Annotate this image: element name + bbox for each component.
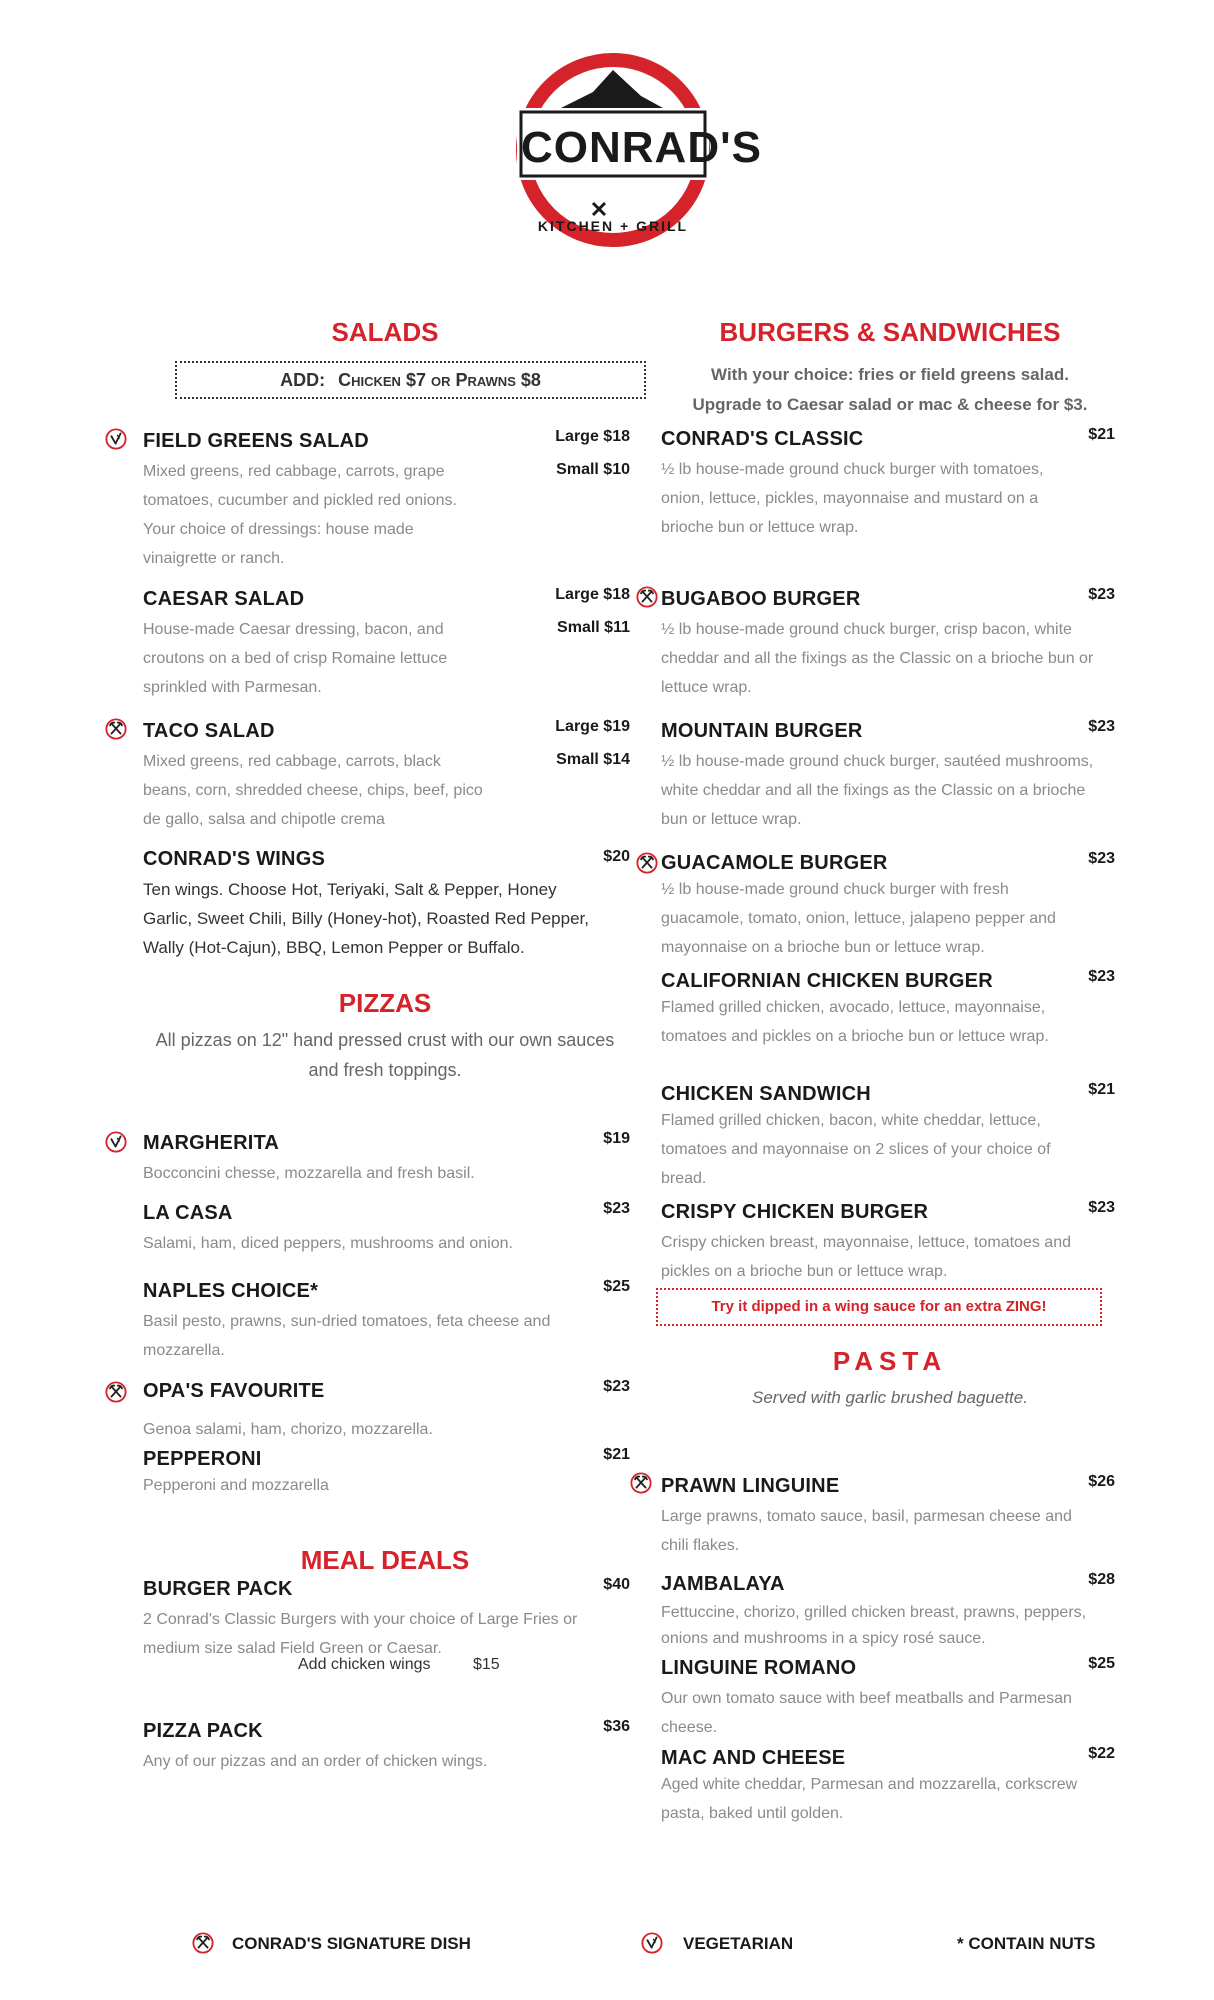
item-description: Mixed greens, red cabbage, carrots, black beans, corn, shredded cheese, chips, beef, pico de gallo, salsa and chipotle crema: [143, 753, 483, 828]
item-name: LA CASA: [143, 1202, 233, 1224]
zing-callout: Try it dipped in a wing sauce for an extra ZING!: [656, 1288, 1102, 1326]
salads-title: SALADS: [331, 317, 439, 347]
item-name: PRAWN LINGUINE: [661, 1475, 840, 1497]
list-item: [661, 852, 1131, 962]
item-price: $23: [1088, 1199, 1115, 1216]
item-name: TACO SALAD: [143, 720, 275, 742]
item-description: Crispy chicken breast, mayonnaise, lettuce, tomatoes and pickles on a brioche bun or lettuce wrap.: [661, 1234, 1071, 1280]
item-name: PEPPERONI: [143, 1448, 262, 1470]
add-wings-label: Add chicken wings: [298, 1656, 431, 1673]
item-price: $21: [1088, 1081, 1115, 1098]
signature-dish-icon: [105, 718, 127, 740]
legend-nuts: * CONTAIN NUTS: [957, 1934, 1096, 1953]
item-description: Fettuccine, chorizo, grilled chicken breast, prawns, peppers, onions and mushrooms in a spicy rosé sauce.: [661, 1604, 1087, 1647]
item-name: CONRAD'S WINGS: [143, 848, 325, 870]
burgers-title: BURGERS & SANDWICHES: [719, 317, 1061, 347]
item-price: $23: [603, 1200, 630, 1217]
item-description: ½ lb house-made ground chuck burger, sautéed mushrooms, white cheddar and all the fixings as the Classic on a brioche bun or lettuce wrap.: [661, 753, 1094, 828]
item-name: PIZZA PACK: [143, 1720, 263, 1742]
item-name: FIELD GREENS SALAD: [143, 430, 369, 452]
logo-tagline: KITCHEN + GRILL: [537, 218, 689, 234]
item-description: Our own tomato sauce with beef meatballs and Parmesan cheese.: [661, 1690, 1072, 1736]
item-description: Mixed greens, red cabbage, carrots, grape tomatoes, cucumber and pickled red onions. Your choice of dressings: house made vinaigrette or ranch.: [143, 463, 457, 567]
signature-dish-icon: [630, 1472, 652, 1494]
pizzas-title: PIZZAS: [338, 988, 432, 1018]
list-item: [143, 1202, 583, 1258]
list-item: [143, 1380, 583, 1444]
salads-add-text: Chicken $7 or Prawns $8: [338, 370, 541, 390]
item-description: Flamed grilled chicken, avocado, lettuce, mayonnaise, tomatoes and pickles on a brioche bun or lettuce wrap.: [661, 999, 1049, 1045]
item-description: Aged white cheddar, Parmesan and mozzarella, corkscrew pasta, baked until golden.: [661, 1776, 1078, 1822]
list-item: [661, 1083, 1131, 1193]
item-name: CAESAR SALAD: [143, 588, 305, 610]
item-description: House-made Caesar dressing, bacon, and croutons on a bed of crisp Romaine lettuce sprinkled with Parmesan.: [143, 621, 448, 696]
item-name: BUGABOO BURGER: [661, 588, 861, 610]
item-name: MAC AND CHEESE: [661, 1747, 846, 1769]
signature-dish-icon: [636, 852, 658, 874]
item-price: $25: [1088, 1655, 1115, 1672]
vegetarian-icon: [105, 428, 127, 450]
item-description: Bocconcini chesse, mozzarella and fresh basil.: [143, 1165, 475, 1182]
item-name: LINGUINE ROMANO: [661, 1657, 857, 1679]
item-description: ½ lb house-made ground chuck burger with tomatoes, onion, lettuce, pickles, mayonnaise and mustard on a brioche bun or lettuce wrap.: [661, 461, 1044, 536]
add-wings-price: $15: [473, 1656, 500, 1673]
item-price: $40: [603, 1576, 630, 1593]
item-price: $25: [603, 1278, 630, 1295]
price-large: Large $19: [555, 718, 630, 735]
item-description: Basil pesto, prawns, sun-dried tomatoes, feta cheese and mozzarella.: [143, 1313, 551, 1359]
burgers-note: With your choice: fries or field greens salad. Upgrade to Caesar salad or mac & cheese for $3.: [692, 365, 1088, 414]
item-description: Any of our pizzas and an order of chicken wings.: [143, 1753, 488, 1770]
meal-deals-title: MEAL DEALS: [300, 1545, 470, 1575]
list-item: [661, 720, 1131, 834]
price-small: Small $10: [556, 461, 630, 478]
item-price: $20: [603, 848, 630, 865]
item-price: $21: [1088, 426, 1115, 443]
item-name: CHICKEN SANDWICH: [661, 1083, 871, 1105]
price-small: Small $11: [557, 619, 630, 636]
legend-vegetarian: VEGETARIAN: [683, 1934, 794, 1953]
price-small: Small $14: [556, 751, 630, 768]
legend-signature: CONRAD'S SIGNATURE DISH: [232, 1934, 471, 1953]
item-price: $23: [1088, 586, 1115, 603]
signature-dish-icon: [192, 1932, 214, 1954]
item-description: Large prawns, tomato sauce, basil, parmesan cheese and chili flakes.: [661, 1508, 1072, 1554]
item-name: JAMBALAYA: [661, 1573, 785, 1595]
item-name: OPA'S FAVOURITE: [143, 1380, 325, 1402]
price-large: Large $18: [555, 586, 630, 603]
item-description: Pepperoni and mozzarella: [143, 1477, 329, 1494]
item-price: $23: [1088, 718, 1115, 735]
item-description: Salami, ham, diced peppers, mushrooms and onion.: [143, 1235, 513, 1252]
list-item: [143, 1448, 583, 1500]
list-item: [143, 1132, 583, 1188]
item-name: NAPLES CHOICE*: [143, 1280, 319, 1302]
item-description: Genoa salami, ham, chorizo, mozzarella.: [143, 1421, 433, 1438]
item-price: $26: [1088, 1473, 1115, 1490]
item-price: $21: [603, 1446, 630, 1463]
item-name: BURGER PACK: [143, 1578, 293, 1600]
item-description: ½ lb house-made ground chuck burger with fresh guacamole, tomato, onion, lettuce, jalapeno pepper and mayonnaise on a brioche bun or lettuce wrap.: [661, 881, 1056, 956]
item-price: $36: [603, 1718, 630, 1735]
item-description: Ten wings. Choose Hot, Teriyaki, Salt & Pepper, Honey Garlic, Sweet Chili, Billy (Honey-hot), Roasted Red Pepper, Wally (Hot-Cajun), BBQ, Lemon Pepper or Buffalo.: [143, 880, 589, 957]
item-name: CRISPY CHICKEN BURGER: [661, 1201, 929, 1223]
pasta-title: PASTA: [832, 1346, 948, 1376]
signature-dish-icon: [636, 586, 658, 608]
item-name: MOUNTAIN BURGER: [661, 720, 863, 742]
logo-brand: CONRAD'S: [521, 123, 762, 172]
item-price: $23: [603, 1378, 630, 1395]
item-description: 2 Conrad's Classic Burgers with your choice of Large Fries or medium size salad Field Green or Caesar.: [143, 1611, 578, 1657]
list-item: [143, 720, 573, 834]
item-name: CALIFORNIAN CHICKEN BURGER: [661, 970, 993, 992]
item-name: MARGHERITA: [143, 1132, 280, 1154]
list-item: [143, 1280, 603, 1365]
signature-dish-icon: [105, 1381, 127, 1403]
item-name: CONRAD'S CLASSIC: [661, 428, 864, 450]
salads-add-box: [175, 361, 646, 399]
vegetarian-icon: [641, 1932, 663, 1954]
list-item: [661, 588, 1131, 702]
list-item: [143, 430, 573, 573]
item-price: $23: [1088, 968, 1115, 985]
salads-add-label: ADD:: [280, 370, 326, 390]
vegetarian-icon: [105, 1131, 127, 1153]
pizzas-note: All pizzas on 12" hand pressed crust with our own sauces and fresh toppings.: [155, 1030, 615, 1080]
item-price: $19: [603, 1130, 630, 1147]
item-description: Flamed grilled chicken, bacon, white cheddar, lettuce, tomatoes and mayonnaise on 2 slices of your choice of bread.: [661, 1112, 1051, 1187]
list-item: [143, 588, 573, 702]
logo: [513, 48, 762, 258]
item-name: GUACAMOLE BURGER: [661, 852, 888, 874]
pasta-note: Served with garlic brushed baguette.: [752, 1388, 1028, 1407]
item-price: $23: [1088, 850, 1115, 867]
item-price: $28: [1088, 1571, 1115, 1588]
item-price: $22: [1088, 1745, 1115, 1762]
price-large: Large $18: [555, 428, 630, 445]
item-description: ½ lb house-made ground chuck burger, crisp bacon, white cheddar and all the fixings as the Classic on a brioche bun or lettuce wrap.: [661, 621, 1094, 696]
list-item: [661, 428, 1121, 542]
